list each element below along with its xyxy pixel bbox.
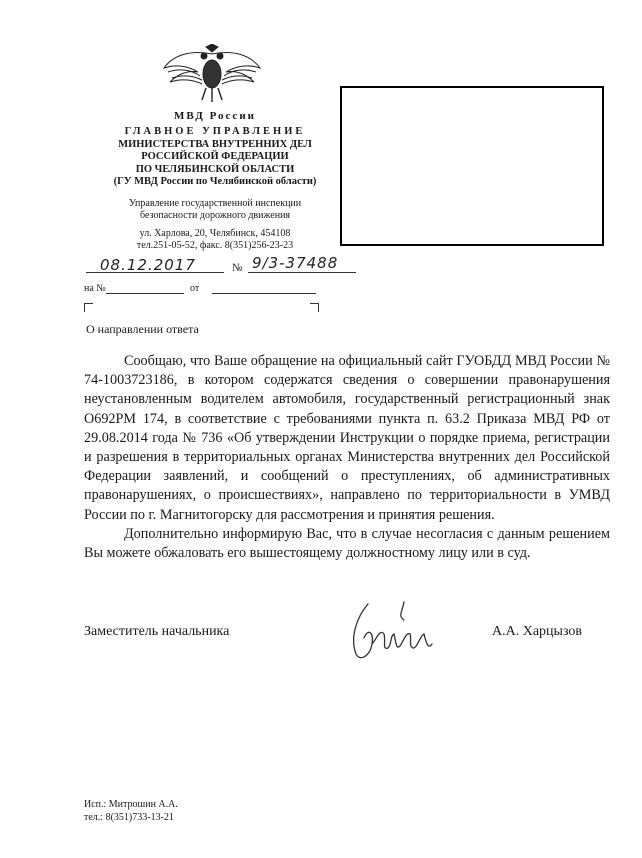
- date-underline: [86, 272, 224, 273]
- letterhead-line-4: ПО ЧЕЛЯБИНСКОЙ ОБЛАСТИ: [135, 163, 295, 175]
- reference-date-line: [212, 293, 316, 294]
- emblem-icon: [162, 44, 262, 104]
- subject-corner-right: [310, 303, 319, 312]
- reference-date-label: от: [190, 283, 200, 294]
- registration-number: 9/3-37488: [252, 254, 339, 272]
- phone-line: тел.251-05-52, факс. 8(351)256-23-23: [136, 240, 294, 251]
- executor-phone: тел.: 8(351)733-13-21: [84, 812, 174, 823]
- subject-line: О направлении ответа: [86, 322, 199, 336]
- body-paragraph-1: Сообщаю, что Ваше обращение на официальный сайт ГУОБДД МВД России № 74-1003723186, в котором содержатся сведения о совершении правонарушения неустановленным водителем автомобиля, государственный регистрационный знак О692РМ 174, в соответствие с требованиями пункта п. 63.2 Приказа МВД РФ от 29.08.2014 года № 736 «Об утверждении Инструкции о порядке приема, регистрации и разрешения в территориальных органах Министерства внутренних дел Российской Федерации заявлений, и сообщений о преступлениях, об административных правонарушениях, о происшествиях», направлено по территориальности в УМВД России по г. Магнитогорску для рассмотрения и принятия решения.: [84, 353, 610, 523]
- redacted-recipient-box: [340, 86, 604, 246]
- letterhead-line-2: МИНИСТЕРСТВА ВНУТРЕННИХ ДЕЛ: [118, 138, 312, 150]
- department-line-1: Управление государственной инспекции: [128, 198, 302, 209]
- signature-image: [346, 598, 436, 668]
- registration-date: 08.12.2017: [100, 256, 196, 274]
- letterhead-mvd: МВД России: [173, 110, 256, 122]
- reference-number-line: [106, 293, 184, 294]
- signer-name: А.А. Харцызов: [492, 624, 583, 639]
- letterhead-line-1: ГЛАВНОЕ УПРАВЛЕНИЕ: [124, 126, 306, 137]
- letterhead-line-5: (ГУ МВД России по Челябинской области): [113, 176, 317, 187]
- number-underline: [248, 272, 356, 273]
- body-paragraph-2: Дополнительно информирую Вас, что в случае несогласия с данным решением Вы можете обжаловать его вышестоящему должностному лицу или в суд.: [84, 525, 610, 562]
- letterhead-title: [70, 126, 360, 189]
- signer-position: Заместитель начальника: [84, 624, 230, 639]
- letterhead-line-3: РОССИЙСКОЙ ФЕДЕРАЦИИ: [141, 151, 289, 162]
- reference-number-label: на №: [84, 283, 106, 294]
- executor-name: Исп.: Митрошин А.А.: [84, 799, 178, 810]
- letterhead-address: [70, 228, 360, 252]
- subject-corner-left: [84, 303, 93, 312]
- letter-body: [84, 352, 610, 563]
- department-line-2: безопасности дорожного движения: [139, 210, 291, 221]
- executor-info: [84, 798, 178, 824]
- address-line: ул. Харлова, 20, Челябинск, 454108: [139, 228, 291, 239]
- letterhead-department: [70, 198, 360, 222]
- number-label: №: [232, 262, 243, 274]
